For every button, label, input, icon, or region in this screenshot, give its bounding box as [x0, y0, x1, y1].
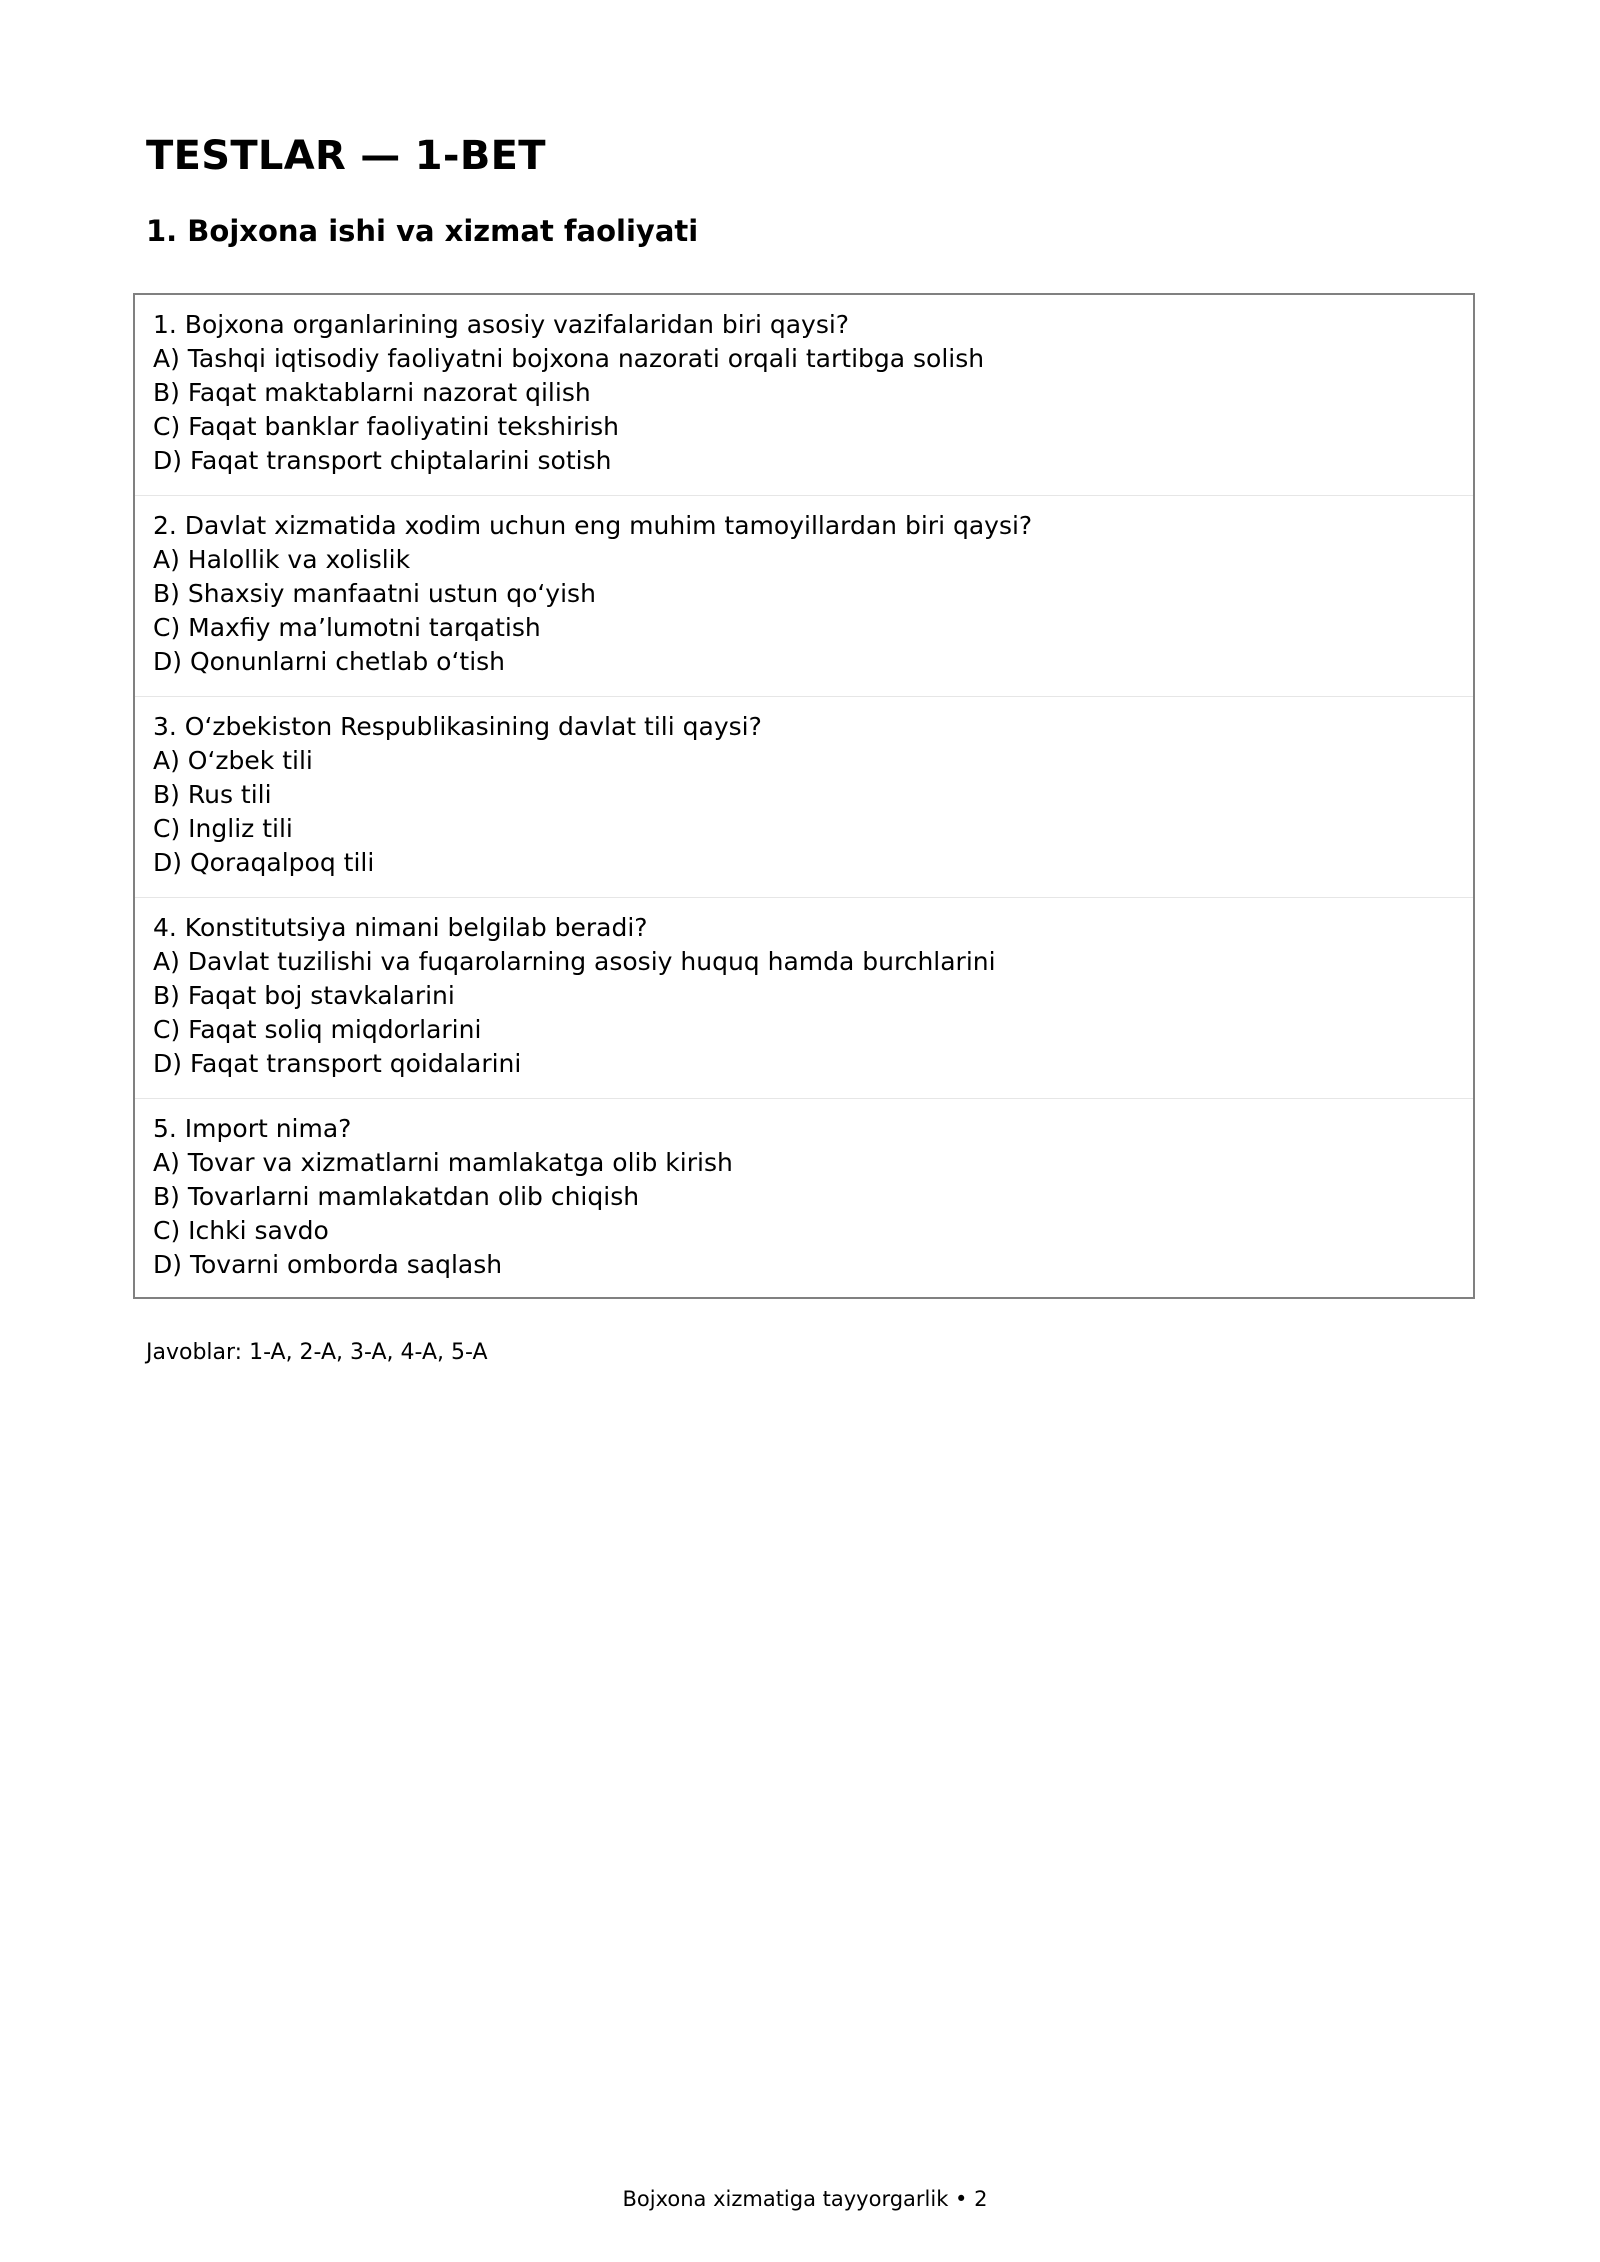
option-b: B) Tovarlarni mamlakatdan olib chiqish	[153, 1182, 640, 1211]
question-text: 1. Bojxona organlarining asosiy vazifalaridan biri qaysi?	[153, 310, 850, 339]
question-text: 2. Davlat xizmatida xodim uchun eng muhim tamoyillardan biri qaysi?	[153, 511, 1033, 540]
option-b: B) Rus tili	[153, 780, 272, 809]
section-title: 1. Bojxona ishi va xizmat faoliyati	[146, 214, 699, 248]
questions-table	[133, 293, 1475, 1299]
option-b: B) Faqat maktablarni nazorat qilish	[153, 378, 591, 407]
question-text: 3. O‘zbekiston Respublikasining davlat tili qaysi?	[153, 712, 762, 741]
option-d: D) Faqat transport chiptalarini sotish	[153, 446, 612, 475]
question-block-5	[135, 1099, 1473, 1300]
option-c: C) Ichki savdo	[153, 1216, 329, 1245]
option-c: C) Maxfiy ma’lumotni tarqatish	[153, 613, 541, 642]
option-d: D) Qonunlarni chetlab o‘tish	[153, 647, 506, 676]
option-d: D) Tovarni omborda saqlash	[153, 1250, 503, 1279]
option-c: C) Ingliz tili	[153, 814, 293, 843]
option-b: B) Faqat boj stavkalarini	[153, 981, 455, 1010]
question-text: 4. Konstitutsiya nimani belgilab beradi?	[153, 913, 648, 942]
question-block-4	[135, 898, 1473, 1099]
option-d: D) Faqat transport qoidalarini	[153, 1049, 522, 1078]
page-title: TESTLAR — 1-BET	[146, 133, 546, 179]
option-c: C) Faqat banklar faoliyatini tekshirish	[153, 412, 619, 441]
option-a: A) Tashqi iqtisodiy faoliyatni bojxona nazorati orqali tartibga solish	[153, 344, 985, 373]
option-a: A) O‘zbek tili	[153, 746, 313, 775]
answer-key: Javoblar: 1-A, 2-A, 3-A, 4-A, 5-A	[146, 1340, 488, 1365]
option-a: A) Tovar va xizmatlarni mamlakatga olib kirish	[153, 1148, 733, 1177]
option-a: A) Davlat tuzilishi va fuqarolarning asosiy huquq hamda burchlarini	[153, 947, 996, 976]
question-block-3	[135, 697, 1473, 898]
question-block-2	[135, 496, 1473, 697]
page-footer: Bojxona xizmatiga tayyorgarlik • 2	[622, 2187, 988, 2211]
option-b: B) Shaxsiy manfaatni ustun qo‘yish	[153, 579, 596, 608]
question-text: 5. Import nima?	[153, 1114, 352, 1143]
question-block-1	[135, 295, 1473, 496]
option-c: C) Faqat soliq miqdorlarini	[153, 1015, 482, 1044]
option-a: A) Halollik va xolislik	[153, 545, 411, 574]
option-d: D) Qoraqalpoq tili	[153, 848, 375, 877]
